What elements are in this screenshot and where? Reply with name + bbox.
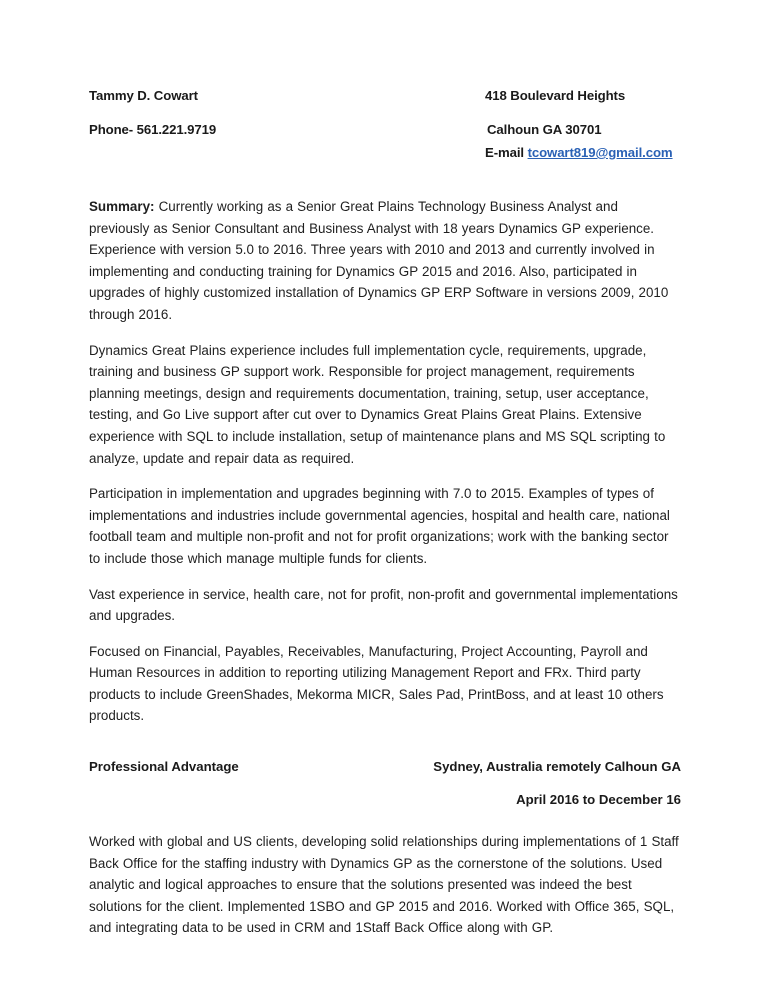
employer-location: Sydney, Australia remotely Calhoun GA xyxy=(433,759,681,775)
candidate-name: Tammy D. Cowart xyxy=(89,88,198,103)
summary-text: Currently working as a Senior Great Plains Technology Business Analyst and previously as Senior Consultant and Business Analyst with 18 years Dynamics GP experience. Experience with version 5.0 to 2016. Three years with 2010 and 2013 and currently involved in implementing and conducting training for Dynamics GP 2015 and 2016. Also, participated in upgrades of highly customized installation of Dynamics GP ERP Software in versions 2009, 2010 through 2016. xyxy=(89,199,669,322)
email-link[interactable]: tcowart819@gmail.com xyxy=(527,145,673,160)
paragraph-vast-experience: Vast experience in service, health care, not for profit, non-profit and governmental implementations and upgrades. xyxy=(89,586,678,624)
paragraph-participation: Participation in implementation and upgrades beginning with 7.0 to 2015. Examples of types of implementations and industries include governmental agencies, hospital and health care, national football team and multiple non-profit and not for profit organizations; work with the banking sector to include those which manage multiple funds for clients. xyxy=(89,486,670,566)
email-row xyxy=(485,145,673,160)
employer-name: Professional Advantage xyxy=(89,759,239,775)
phone-number: Phone- 561.221.9719 xyxy=(89,122,217,137)
employment-dates: April 2016 to December 16 xyxy=(516,792,681,808)
paragraph-focus-areas: Focused on Financial, Payables, Receivables, Manufacturing, Project Accounting, Payroll and Human Resources in addition to reporting utilizing Management Report and FRx. Third party products to include GreenShades, Mekorma MICR, Sales Pad, PrintBoss, and at least 10 others products. xyxy=(89,643,664,724)
experience-entry-body xyxy=(89,831,681,939)
email-label: E-mail xyxy=(485,145,524,160)
experience-description: Worked with global and US clients, developing solid relationships during implementations of 1 Staff Back Office for the staffing industry with Dynamics GP as the cornerstone of the solutions. Used analytic and logical approaches to ensure that the solutions presented was indeed the best solutions for the client. Implemented 1SBO and GP 2015 and 2016. Worked with Office 365, SQL, and integrating data to be used in CRM and 1Staff Back Office along with GP. xyxy=(89,834,679,936)
paragraph-dynamics-experience: Dynamics Great Plains experience includes full implementation cycle, requirements, upgrade, training and business GP support work. Responsible for project management, requirements planning meetings, design and requirements documentation, training, setup, user acceptance, testing, and Go Live support after cut over to Dynamics Great Plains Great Plains. Extensive experience with SQL to include installation, setup of maintenance plans and MS SQL scripting to analyze, update and repair data as required. xyxy=(89,342,666,466)
experience-entry-header xyxy=(89,759,681,815)
summary-label: Summary: xyxy=(89,199,155,214)
summary-section xyxy=(89,196,681,727)
resume-header xyxy=(89,88,680,166)
address-line-2: Calhoun GA 30701 xyxy=(487,122,602,137)
address-line-1: 418 Boulevard Heights xyxy=(485,88,626,103)
summary-paragraph xyxy=(89,196,681,326)
